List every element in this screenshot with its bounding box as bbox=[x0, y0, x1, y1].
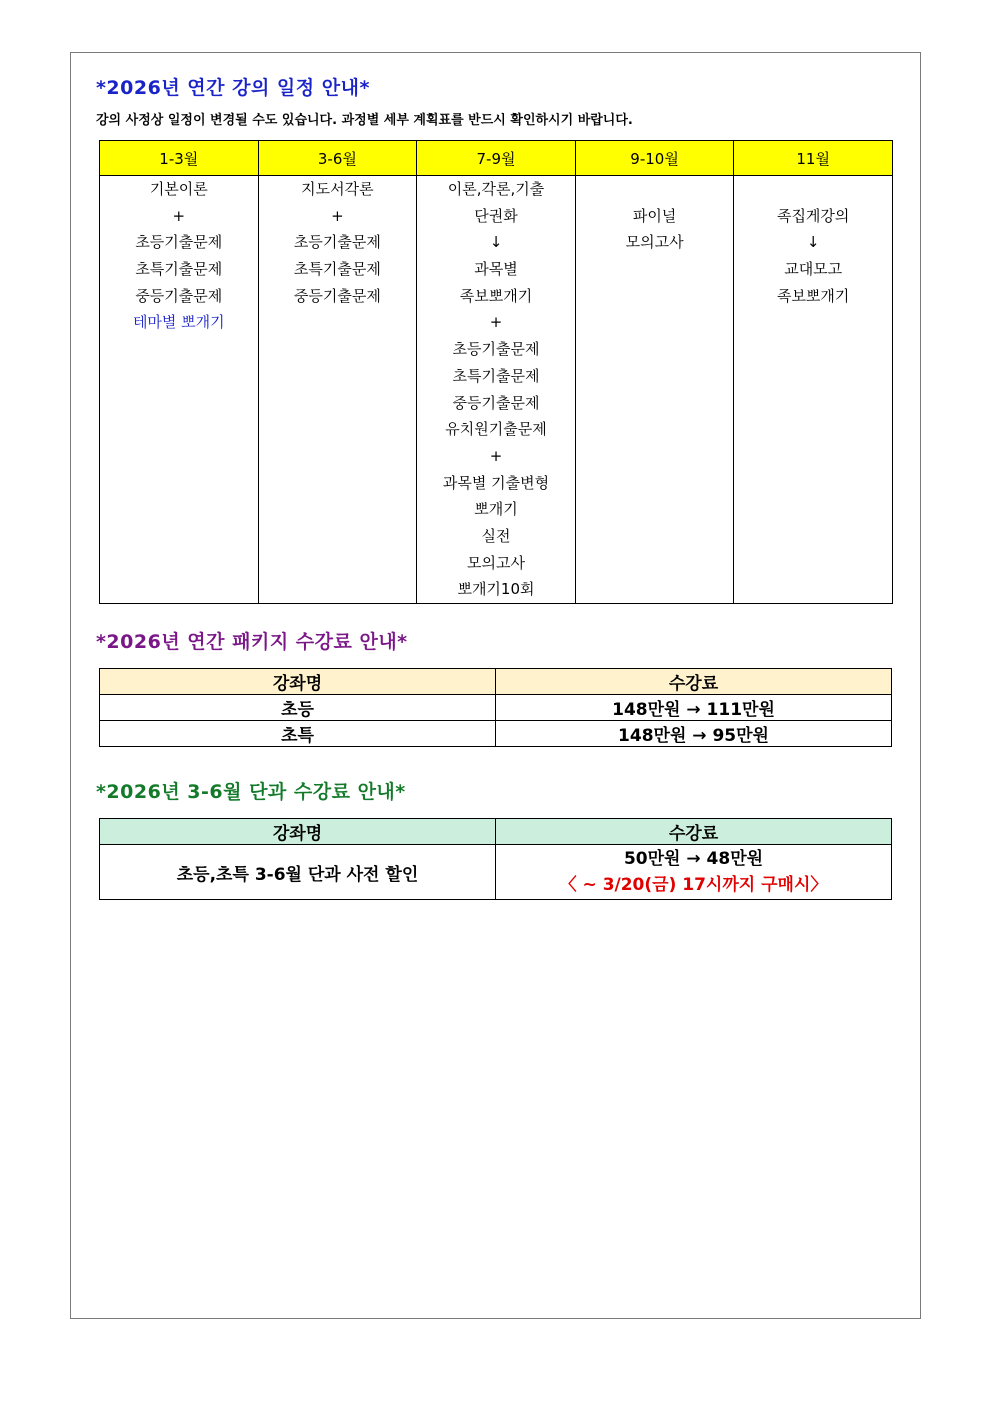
schedule-cell bbox=[734, 176, 893, 604]
schedule-line: 초특기출문제 bbox=[452, 366, 540, 385]
schedule-cell bbox=[417, 176, 576, 604]
schedule-line: 과목별 bbox=[474, 260, 518, 279]
schedule-note: 강의 사정상 일정이 변경될 수도 있습니다. 과정별 세부 계획표를 반드시 확인하시기 바랍니다. bbox=[96, 113, 633, 128]
schedule-table bbox=[99, 140, 893, 604]
fee-header: 수강료 bbox=[496, 819, 892, 845]
course-name: 초등 bbox=[100, 695, 496, 721]
schedule-line: 유치원기출문제 bbox=[445, 420, 547, 439]
course-fee: 148만원 → 95만원 bbox=[496, 721, 892, 747]
period-header: 3-6월 bbox=[258, 141, 417, 176]
schedule-line: 파이널 bbox=[632, 206, 677, 225]
schedule-line: + bbox=[331, 206, 344, 225]
package-fee-table bbox=[99, 668, 892, 747]
course-name: 초등,초특 3-6월 단과 사전 할인 bbox=[100, 845, 496, 900]
schedule-line: 테마별 뽀개기 bbox=[132, 313, 225, 332]
discount-condition: 〈 ~ 3/20(금) 17시까지 구매시〉 bbox=[559, 875, 828, 895]
schedule-line: 뽀개기10회 bbox=[457, 580, 535, 599]
schedule-line: 초등기출문제 bbox=[452, 340, 540, 359]
schedule-content-row bbox=[100, 176, 893, 604]
schedule-line: 족집게강의 bbox=[776, 206, 850, 225]
schedule-line: 실전 bbox=[481, 526, 511, 545]
schedule-line: 이론,각론,기출 bbox=[447, 180, 545, 198]
schedule-line: 초등기출문제 bbox=[293, 233, 381, 252]
schedule-line: 초특기출문제 bbox=[135, 260, 223, 279]
schedule-line: 기본이론 bbox=[149, 180, 208, 198]
schedule-line bbox=[734, 176, 892, 203]
period-header: 9-10월 bbox=[575, 141, 734, 176]
schedule-line: 족보뽀개기 bbox=[776, 286, 850, 305]
table-row bbox=[100, 721, 892, 747]
schedule-line: 초등기출문제 bbox=[135, 233, 223, 252]
schedule-heading: *2026년 연간 강의 일정 안내* bbox=[96, 77, 370, 99]
schedule-line: 단권화 bbox=[474, 206, 518, 225]
schedule-line: + bbox=[489, 313, 503, 332]
single-heading: *2026년 3-6월 단과 수강료 안내* bbox=[96, 781, 406, 803]
schedule-line: 교대모고 bbox=[784, 260, 843, 279]
course-fee-cell bbox=[496, 845, 892, 900]
table-row bbox=[100, 845, 892, 900]
period-header: 1-3월 bbox=[100, 141, 259, 176]
period-header: 7-9월 bbox=[417, 141, 576, 176]
package-heading: *2026년 연간 패키지 수강료 안내* bbox=[96, 631, 408, 653]
table-header-row bbox=[100, 819, 892, 845]
schedule-line: 뽀개기 bbox=[474, 500, 518, 519]
table-row bbox=[100, 695, 892, 721]
course-fee: 50만원 → 48만원 bbox=[623, 849, 764, 869]
schedule-line: 지도서각론 bbox=[301, 180, 374, 198]
schedule-header-row bbox=[100, 141, 893, 176]
schedule-line: + bbox=[489, 446, 503, 465]
schedule-line: ↓ bbox=[806, 233, 820, 252]
table-header-row bbox=[100, 669, 892, 695]
schedule-line: 초특기출문제 bbox=[293, 260, 381, 279]
course-name-header: 강좌명 bbox=[100, 819, 496, 845]
schedule-line: 중등기출문제 bbox=[135, 286, 223, 305]
schedule-line: 모의고사 bbox=[625, 233, 684, 252]
period-header: 11월 bbox=[734, 141, 893, 176]
fee-header: 수강료 bbox=[496, 669, 892, 695]
course-name: 초특 bbox=[100, 721, 496, 747]
schedule-cell bbox=[575, 176, 734, 604]
schedule-line: 중등기출문제 bbox=[452, 393, 540, 412]
single-fee-table bbox=[99, 818, 892, 900]
schedule-cell bbox=[258, 176, 417, 604]
course-fee: 148만원 → 111만원 bbox=[496, 695, 892, 721]
schedule-cell bbox=[100, 176, 259, 604]
schedule-line bbox=[576, 176, 734, 203]
schedule-line: ↓ bbox=[489, 233, 503, 252]
course-name-header: 강좌명 bbox=[100, 669, 496, 695]
schedule-line: 중등기출문제 bbox=[293, 286, 381, 305]
schedule-line: 족보뽀개기 bbox=[459, 286, 533, 305]
schedule-line: + bbox=[172, 206, 186, 225]
schedule-line: 과목별 기출변형 bbox=[442, 473, 550, 492]
schedule-line: 모의고사 bbox=[467, 553, 525, 572]
